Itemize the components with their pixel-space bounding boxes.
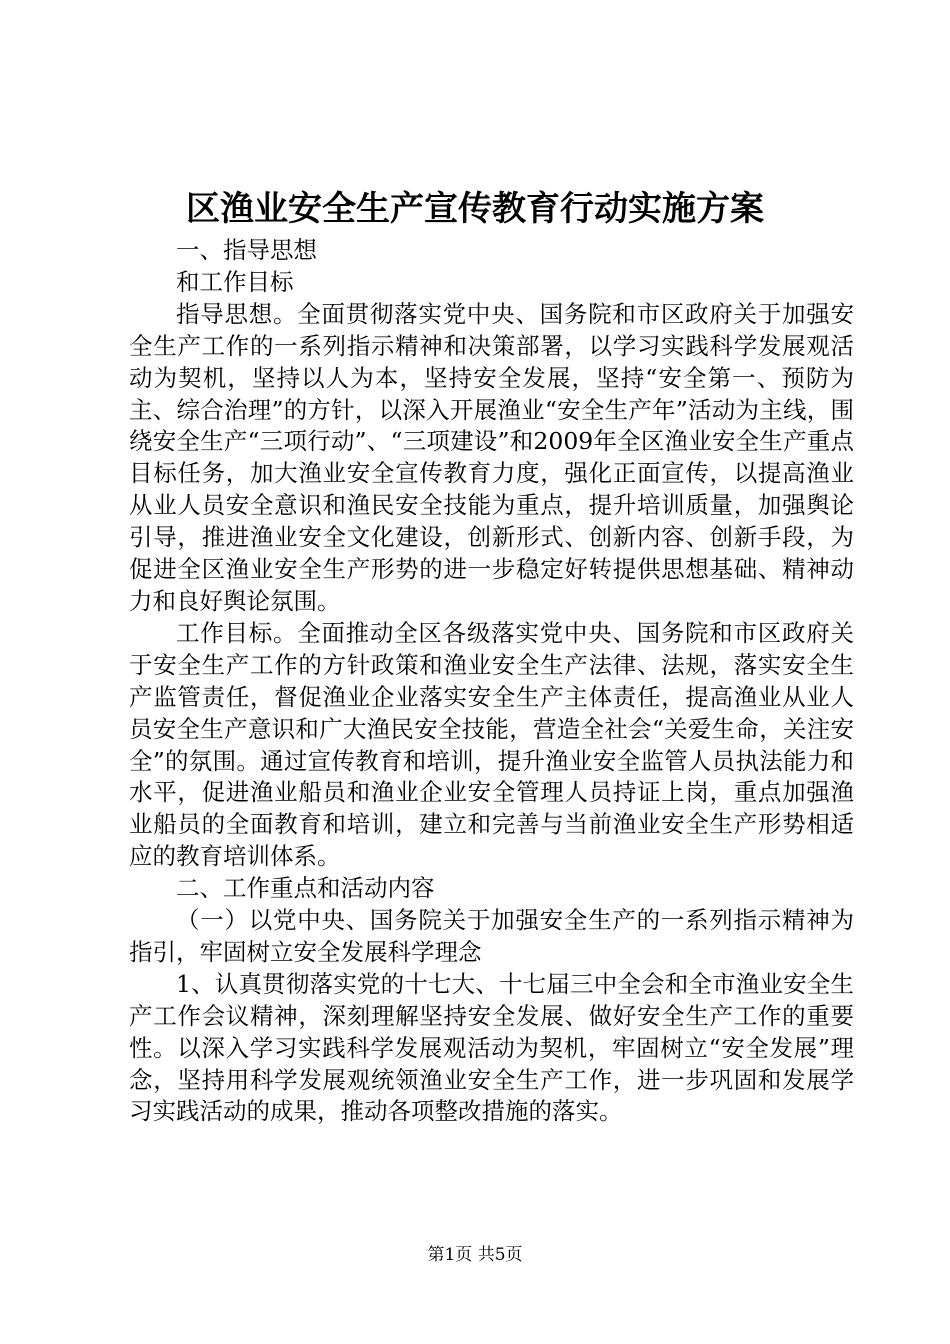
page-footer: 第1页 共5页 — [427, 1245, 523, 1265]
paragraph-guiding-thought: 指导思想。全面贯彻落实党中央、国务院和市区政府关于加强安全生产工作的一系列指示精神和决策部署，以学习实践科学发展观活动为契机，坚持以人为本，坚持安全发展，坚持“安全第一、预防为主、综合治理”的方针，以深入开展渔业“安全生产年”活动为主线，围绕安全生产“三项行动”、“三项建设”和2009年全区渔业安全生产重点目标任务，加大渔业安全宣传教育力度，强化正面宣传，以提高渔业从业人员安全意识和渔民安全技能为重点，提升培训质量，加强舆论引导，推进渔业安全文化建设，创新形式、创新内容、创新手段，为促进全区渔业安全生产形势的进一步稳定好转提供思想基础、精神动力和良好舆论氛围。 — [129, 299, 854, 615]
document-title: 区渔业安全生产宣传教育行动实施方案 — [186, 189, 764, 229]
section1-heading: 一、指导思想 — [176, 236, 317, 264]
subsection1-heading: （一）以党中央、国务院关于加强安全生产的一系列指示精神为指引，牢固树立安全发展科学理念 — [129, 906, 854, 966]
section2-heading: 二、工作重点和活动内容 — [176, 874, 435, 903]
document-body — [129, 235, 854, 1128]
section1-subheading: 和工作目标 — [176, 267, 294, 296]
item1-paragraph: 1、认真贯彻落实党的十七大、十七届三中全会和全市渔业安全生产工作会议精神，深刻理解坚持安全发展、做好安全生产工作的重要性。以深入学习实践科学发展观活动为契机，牢固树立“安全发展”理念，坚持用科学发展观统领渔业安全生产工作，进一步巩固和发展学习实践活动的成果，推动各项整改措施的落实。 — [129, 969, 854, 1126]
paragraph-work-goal: 工作目标。全面推动全区各级落实党中央、国务院和市区政府关于安全生产工作的方针政策和渔业安全生产法律、法规，落实安全生产监管责任，督促渔业企业落实安全生产主体责任，提高渔业从业人员安全生产意识和广大渔民安全技能，营造全社会“关爱生命，关注安全”的氛围。通过宣传教育和培训，提升渔业安全监管人员执法能力和水平，促进渔业船员和渔业企业安全管理人员持证上岗，重点加强渔业船员的全面教育和培训，建立和完善与当前渔业安全生产形势相适应的教育培训体系。 — [129, 618, 854, 871]
